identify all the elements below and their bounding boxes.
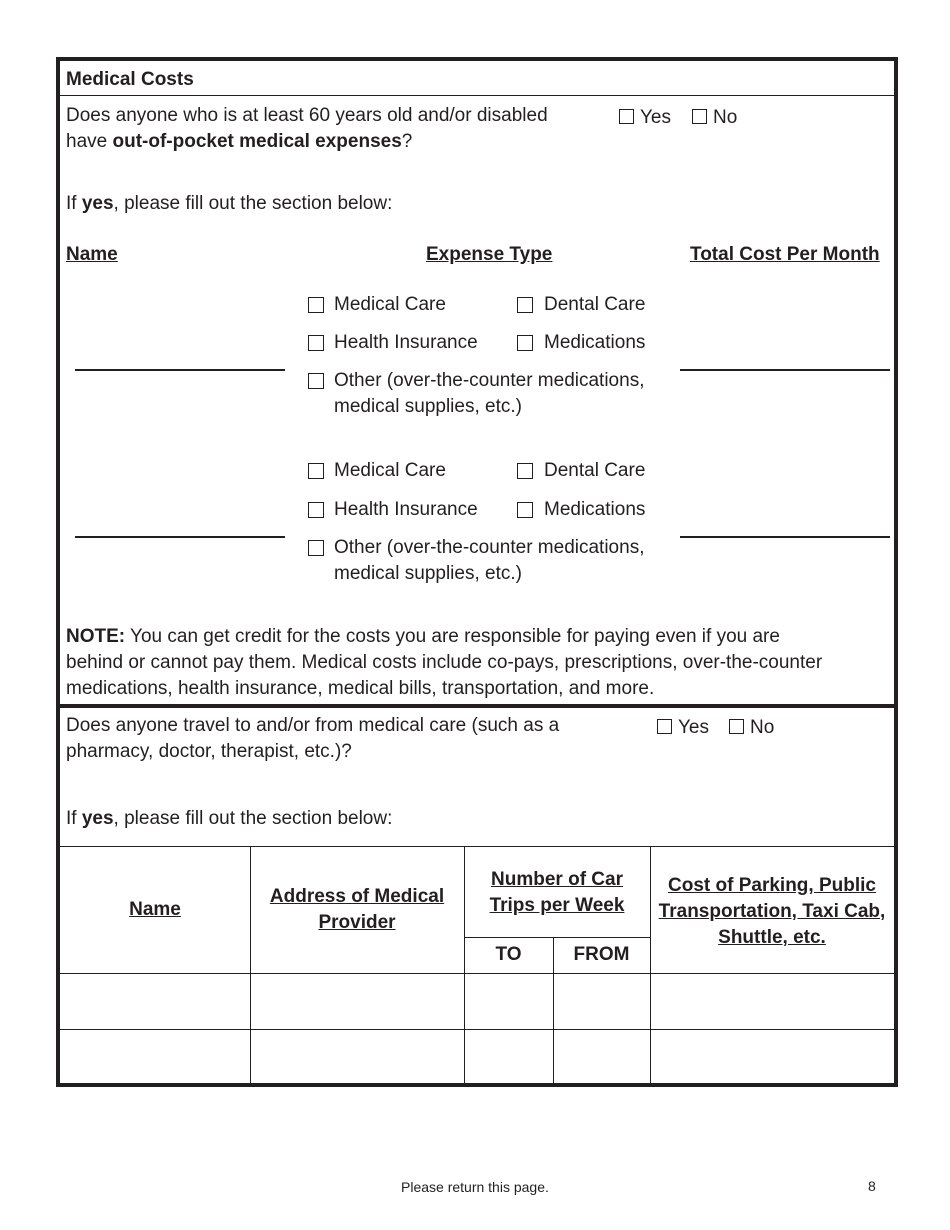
row2-to-cell[interactable] <box>465 1030 553 1087</box>
medications-checkbox[interactable] <box>517 502 533 518</box>
q2-yes-checkbox[interactable] <box>657 719 672 734</box>
q2-line1: Does anyone travel to and/or from medical care (such as a <box>66 715 560 736</box>
row2-name-cell[interactable] <box>60 1030 250 1087</box>
col-header-name: Name <box>129 899 181 920</box>
total-cost-input-line[interactable] <box>680 369 890 371</box>
medical-care-label: Medical Care <box>334 460 446 481</box>
health-insurance-label: Health Insurance <box>334 499 478 520</box>
col-header-cost: Cost of Parking, Public Transportation, Taxi Cab, Shuttle, etc. <box>658 875 886 948</box>
other-label-line1: Other (over-the-counter medications, <box>334 537 645 558</box>
section-divider <box>60 704 894 708</box>
q2-line2: pharmacy, doctor, therapist, etc.)? <box>66 741 352 762</box>
note-line1: NOTE: You can get credit for the costs you are responsible for paying even if you are <box>66 626 780 647</box>
q2-no-checkbox[interactable] <box>729 719 744 734</box>
dental-care-label: Dental Care <box>544 460 646 481</box>
table-top-border <box>60 846 894 847</box>
q1-yes-label: Yes <box>640 107 671 128</box>
trips-subheader-divider <box>464 937 650 938</box>
other-label-line2: medical supplies, etc.) <box>334 396 522 417</box>
header-total-cost: Total Cost Per Month <box>690 244 880 265</box>
other-checkbox[interactable] <box>308 373 324 389</box>
other-label-line1: Other (over-the-counter medications, <box>334 370 645 391</box>
note-line2: behind or cannot pay them. Medical costs include co-pays, prescriptions, over-the-counter <box>66 652 823 673</box>
other-checkbox[interactable] <box>308 540 324 556</box>
total-cost-input-line[interactable] <box>680 536 890 538</box>
q1-no-checkbox[interactable] <box>692 109 707 124</box>
col-header-to: TO <box>495 944 522 965</box>
other-label-line2: medical supplies, etc.) <box>334 563 522 584</box>
q2-yes-label: Yes <box>678 717 709 738</box>
medications-checkbox[interactable] <box>517 335 533 351</box>
row2-cost-cell[interactable] <box>651 1030 894 1087</box>
dental-care-checkbox[interactable] <box>517 297 533 313</box>
form-frame <box>56 57 898 1087</box>
q2-no-label: No <box>750 717 775 738</box>
q1-ifyes-instruction: If yes, please fill out the section below: <box>66 193 393 214</box>
col-header-from: FROM <box>573 944 630 965</box>
row2-from-cell[interactable] <box>554 1030 650 1087</box>
q1-no-label: No <box>713 107 738 128</box>
row2-address-cell[interactable] <box>251 1030 464 1087</box>
medical-care-label: Medical Care <box>334 294 446 315</box>
col-header-trips: Number of Car Trips per Week <box>489 869 625 916</box>
row1-to-cell[interactable] <box>465 974 553 1029</box>
row1-address-cell[interactable] <box>251 974 464 1029</box>
q2-ifyes-instruction: If yes, please fill out the section below: <box>66 808 393 829</box>
title-divider <box>60 95 894 96</box>
note-line3: medications, health insurance, medical bills, transportation, and more. <box>66 678 655 699</box>
dental-care-label: Dental Care <box>544 294 646 315</box>
page-number: 8 <box>868 1178 876 1194</box>
footer-note: Please return this page. <box>401 1179 549 1195</box>
health-insurance-label: Health Insurance <box>334 332 478 353</box>
row1-name-cell[interactable] <box>60 974 250 1029</box>
dental-care-checkbox[interactable] <box>517 463 533 479</box>
medications-label: Medications <box>544 332 646 353</box>
medications-label: Medications <box>544 499 646 520</box>
health-insurance-checkbox[interactable] <box>308 502 324 518</box>
header-name: Name <box>66 244 118 265</box>
section-title: Medical Costs <box>66 69 194 90</box>
q1-line2: have out-of-pocket medical expenses? <box>66 131 413 152</box>
header-expense-type: Expense Type <box>426 244 553 265</box>
health-insurance-checkbox[interactable] <box>308 335 324 351</box>
q1-yes-checkbox[interactable] <box>619 109 634 124</box>
medical-care-checkbox[interactable] <box>308 297 324 313</box>
medical-care-checkbox[interactable] <box>308 463 324 479</box>
row1-from-cell[interactable] <box>554 974 650 1029</box>
name-input-line[interactable] <box>75 369 285 371</box>
col-header-address: Address of Medical Provider <box>269 886 445 933</box>
name-input-line[interactable] <box>75 536 285 538</box>
q1-line1: Does anyone who is at least 60 years old and/or disabled <box>66 105 548 126</box>
row1-cost-cell[interactable] <box>651 974 894 1029</box>
